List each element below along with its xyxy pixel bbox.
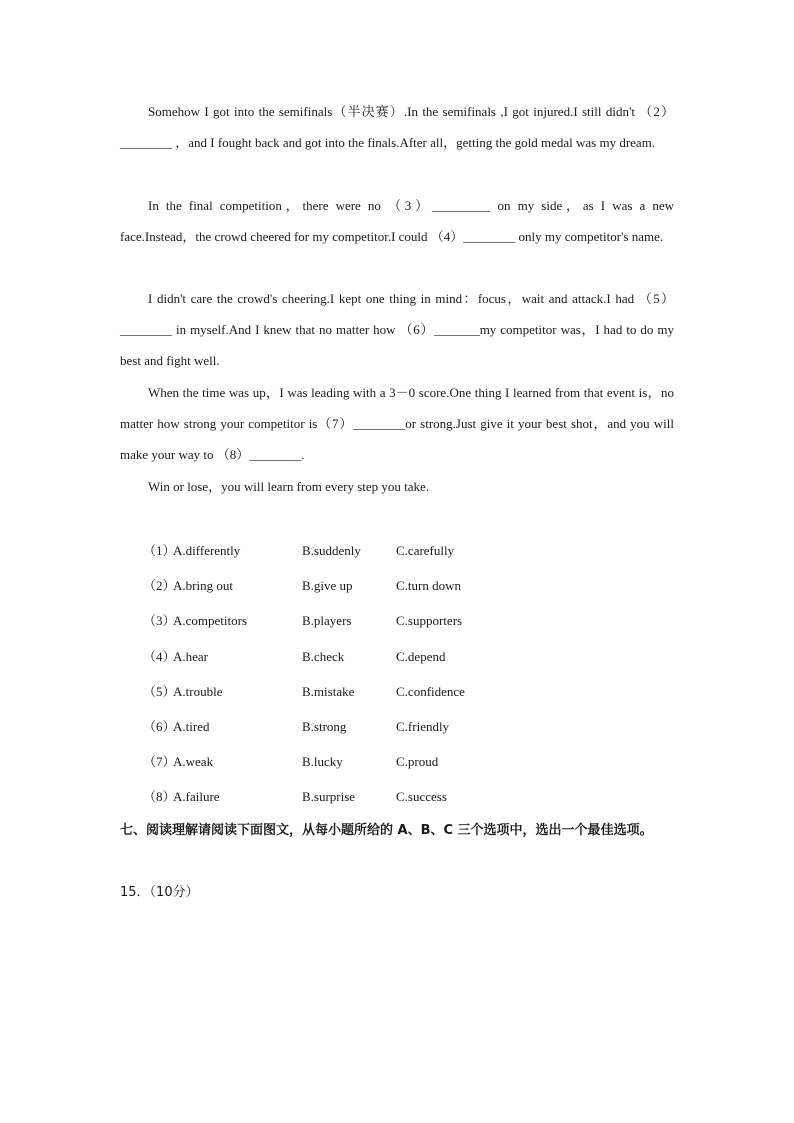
option-a: A.hear xyxy=(173,648,209,664)
option-a: A.competitors xyxy=(173,613,248,629)
option-b: B.lucky xyxy=(302,754,343,770)
option-c: C.friendly xyxy=(396,718,450,734)
option-row-7 xyxy=(143,746,543,781)
option-b: B.suddenly xyxy=(302,543,361,558)
passage-paragraph-3: I didn't care the crowd's cheering.I kept one thing in mind：focus，wait and attack.I had （5）________ in myself.And I knew that no matter how （6）_______my competitor was，I had to do my best and fight well. xyxy=(120,291,674,368)
option-row-8 xyxy=(143,781,543,816)
option-b: B.mistake xyxy=(302,683,355,699)
passage-paragraph-1: Somehow I got into the semifinals（半决赛）.In the semifinals ,I got injured.I still didn't （2）________ ，and I fought back and got into the finals.After all，getting the gold medal was my dream. xyxy=(120,104,674,150)
option-c: C.confidence xyxy=(396,683,465,699)
option-b: B.check xyxy=(302,648,345,664)
option-b: B.surprise xyxy=(302,789,356,805)
option-a: A.differently xyxy=(173,543,241,558)
option-b: B.strong xyxy=(302,718,347,734)
option-a: A.bring out xyxy=(173,578,233,594)
option-row-4 xyxy=(143,641,543,676)
option-number: （6） xyxy=(143,718,176,734)
option-row-1 xyxy=(143,535,543,570)
option-b: B.give up xyxy=(302,578,353,594)
passage-paragraph-5: Win or lose，you will learn from every step you take. xyxy=(148,479,430,494)
option-row-6 xyxy=(143,711,543,746)
option-number: （2） xyxy=(143,578,176,594)
option-c: C.depend xyxy=(396,648,446,664)
passage-paragraph-2: In the final competition，there were no （3）_________ on my side，as I was a new face.Instead，the crowd cheered for my competitor.I could （4）________ only my competitor's name. xyxy=(120,198,674,244)
passage-paragraph-4: When the time was up，I was leading with a 3－0 score.One thing I learned from that event is，no matter how strong your competitor is（7）________or strong.Just give it your best shot，and you will make your way to （8）________. xyxy=(120,385,674,462)
section-heading: 七、阅读理解请阅读下面图文，从每小题所给的 A、B、C 三个选项中，选出一个最佳选项。 xyxy=(120,823,653,838)
question-number: 15．（10分） xyxy=(120,885,199,900)
option-a: A.trouble xyxy=(173,683,223,699)
option-row-3 xyxy=(143,605,543,640)
option-c: C.turn down xyxy=(396,578,461,594)
option-number: （5） xyxy=(143,683,176,699)
option-number: （7） xyxy=(143,754,176,770)
option-a: A.weak xyxy=(173,754,214,770)
option-number: （3） xyxy=(143,613,176,629)
option-a: A.failure xyxy=(173,789,220,805)
answer-options-list xyxy=(143,535,543,817)
option-b: B.players xyxy=(302,613,352,629)
option-number: （8） xyxy=(143,789,176,805)
option-c: C.carefully xyxy=(396,543,455,558)
option-c: C.success xyxy=(396,789,447,805)
option-row-5 xyxy=(143,676,543,711)
option-number: （1） xyxy=(143,543,176,558)
option-c: C.proud xyxy=(396,754,439,770)
option-number: （4） xyxy=(143,648,176,664)
option-row-2 xyxy=(143,570,543,605)
option-c: C.supporters xyxy=(396,613,463,629)
option-a: A.tired xyxy=(173,718,210,734)
